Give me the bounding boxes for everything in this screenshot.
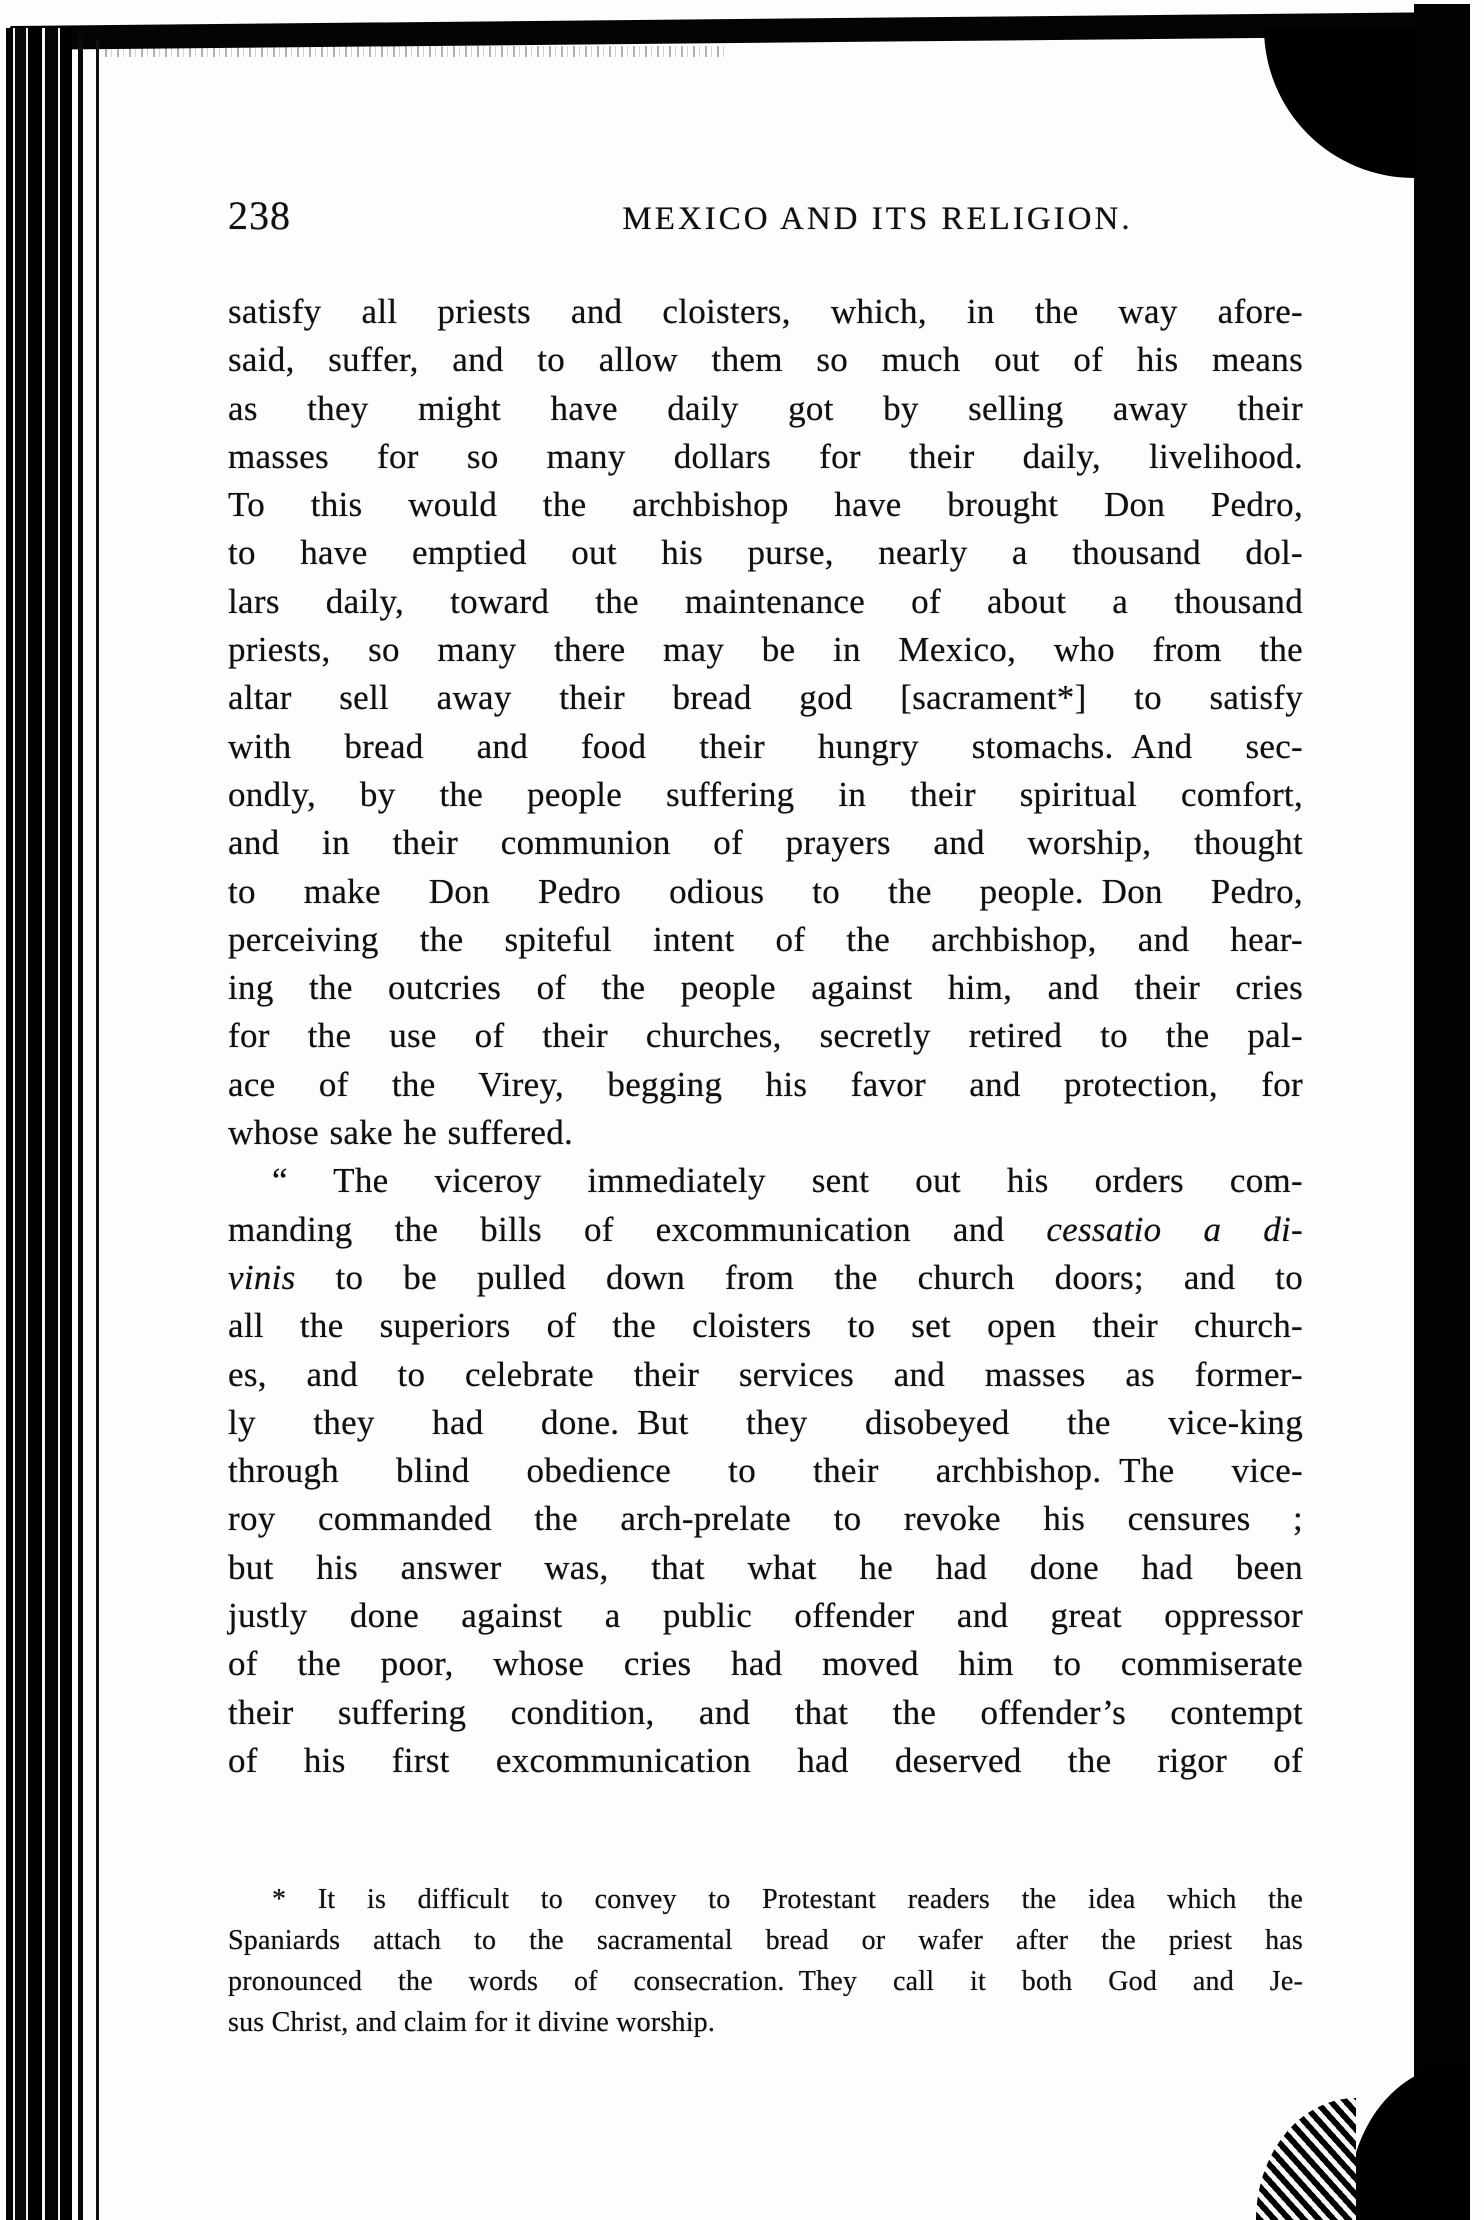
page-number: 238 — [228, 193, 291, 238]
body-line: of his first excommunication had deserved the rigor of — [228, 1740, 1303, 1780]
body-line: through blind obedience to their archbishop. The vice- — [228, 1451, 1303, 1491]
footnote-line: Spaniards attach to the sacramental bread or wafer after the priest has — [228, 1925, 1303, 1957]
scan-gutter-line-inner — [96, 40, 99, 2220]
body-line: altar sell away their bread god [sacrament*] to satisfy — [228, 678, 1303, 718]
body-line: of the poor, whose cries had moved him to commiserate — [228, 1644, 1303, 1684]
body-line: lars daily, toward the maintenance of about a thousand — [228, 581, 1303, 621]
body-line: with bread and food their hungry stomachs. And sec- — [228, 726, 1303, 766]
body-line: ace of the Virey, begging his favor and protection, for — [228, 1064, 1303, 1104]
body-line: masses for so many dollars for their daily, livelihood. — [228, 436, 1303, 476]
body-line: satisfy all priests and cloisters, which, in the way afore- — [228, 292, 1303, 331]
body-line: ondly, by the people suffering in their spiritual comfort, — [228, 774, 1303, 814]
body-line: priests, so many there may be in Mexico, who from the — [228, 630, 1303, 670]
footnote-text — [228, 1879, 1303, 2043]
body-line: whose sake he suffered. — [228, 1113, 574, 1153]
body-line: perceiving the spiteful intent of the archbishop, and hear- — [228, 919, 1303, 959]
body-line: “ The viceroy immediately sent out his orders com- — [272, 1161, 1303, 1201]
body-line: To this would the archbishop have brought Don Pedro, — [228, 485, 1303, 525]
footnote-line: * It is difficult to convey to Protestant readers the idea which the — [272, 1884, 1303, 1916]
page-content — [228, 193, 1303, 2043]
body-line: roy commanded the arch-prelate to revoke his censures ; — [228, 1499, 1303, 1539]
body-line: to make Don Pedro odious to the people. Don Pedro, — [228, 871, 1303, 911]
body-line: and in their communion of prayers and worship, thought — [228, 823, 1303, 863]
footnote-line: sus Christ, and claim for it divine worship. — [228, 2007, 716, 2039]
scan-top-speckle-artifact — [105, 46, 725, 57]
body-line: to have emptied out his purse, nearly a thousand dol- — [228, 533, 1303, 573]
body-line: es, and to celebrate their services and masses as former- — [228, 1354, 1303, 1394]
body-text — [228, 288, 1303, 1785]
scan-gutter-line-outer — [78, 34, 83, 2220]
italic-phrase: cessatio a di- — [1046, 1209, 1303, 1249]
body-line: but his answer was, that what he had done had been — [228, 1547, 1303, 1587]
body-line: said, suffer, and to allow them so much out of his means — [228, 340, 1303, 380]
body-line: all the superiors of the cloisters to set open their church- — [228, 1306, 1303, 1346]
footnote-line: pronounced the words of consecration. They call it both God and Je- — [228, 1966, 1303, 1998]
body-line: manding the bills of excommunication and cessatio a di- — [228, 1209, 1303, 1249]
scan-binding-gutter-artifact — [6, 28, 72, 2220]
body-line: ing the outcries of the people against him, and their cries — [228, 968, 1303, 1008]
running-title: MEXICO AND ITS RELIGION. — [622, 201, 1133, 237]
body-line: vinis to be pulled down from the church doors; and to — [228, 1257, 1303, 1297]
body-line: as they might have daily got by selling away their — [228, 388, 1303, 428]
scan-right-edge-artifact — [1414, 4, 1470, 2220]
body-line: their suffering condition, and that the offender’s contempt — [228, 1692, 1303, 1732]
italic-phrase: vinis — [228, 1257, 296, 1297]
running-header — [228, 193, 1303, 252]
body-line: ly they had done. But they disobeyed the vice-king — [228, 1402, 1303, 1442]
body-line: for the use of their churches, secretly retired to the pal- — [228, 1016, 1303, 1056]
body-line: justly done against a public offender and great oppressor — [228, 1596, 1303, 1636]
